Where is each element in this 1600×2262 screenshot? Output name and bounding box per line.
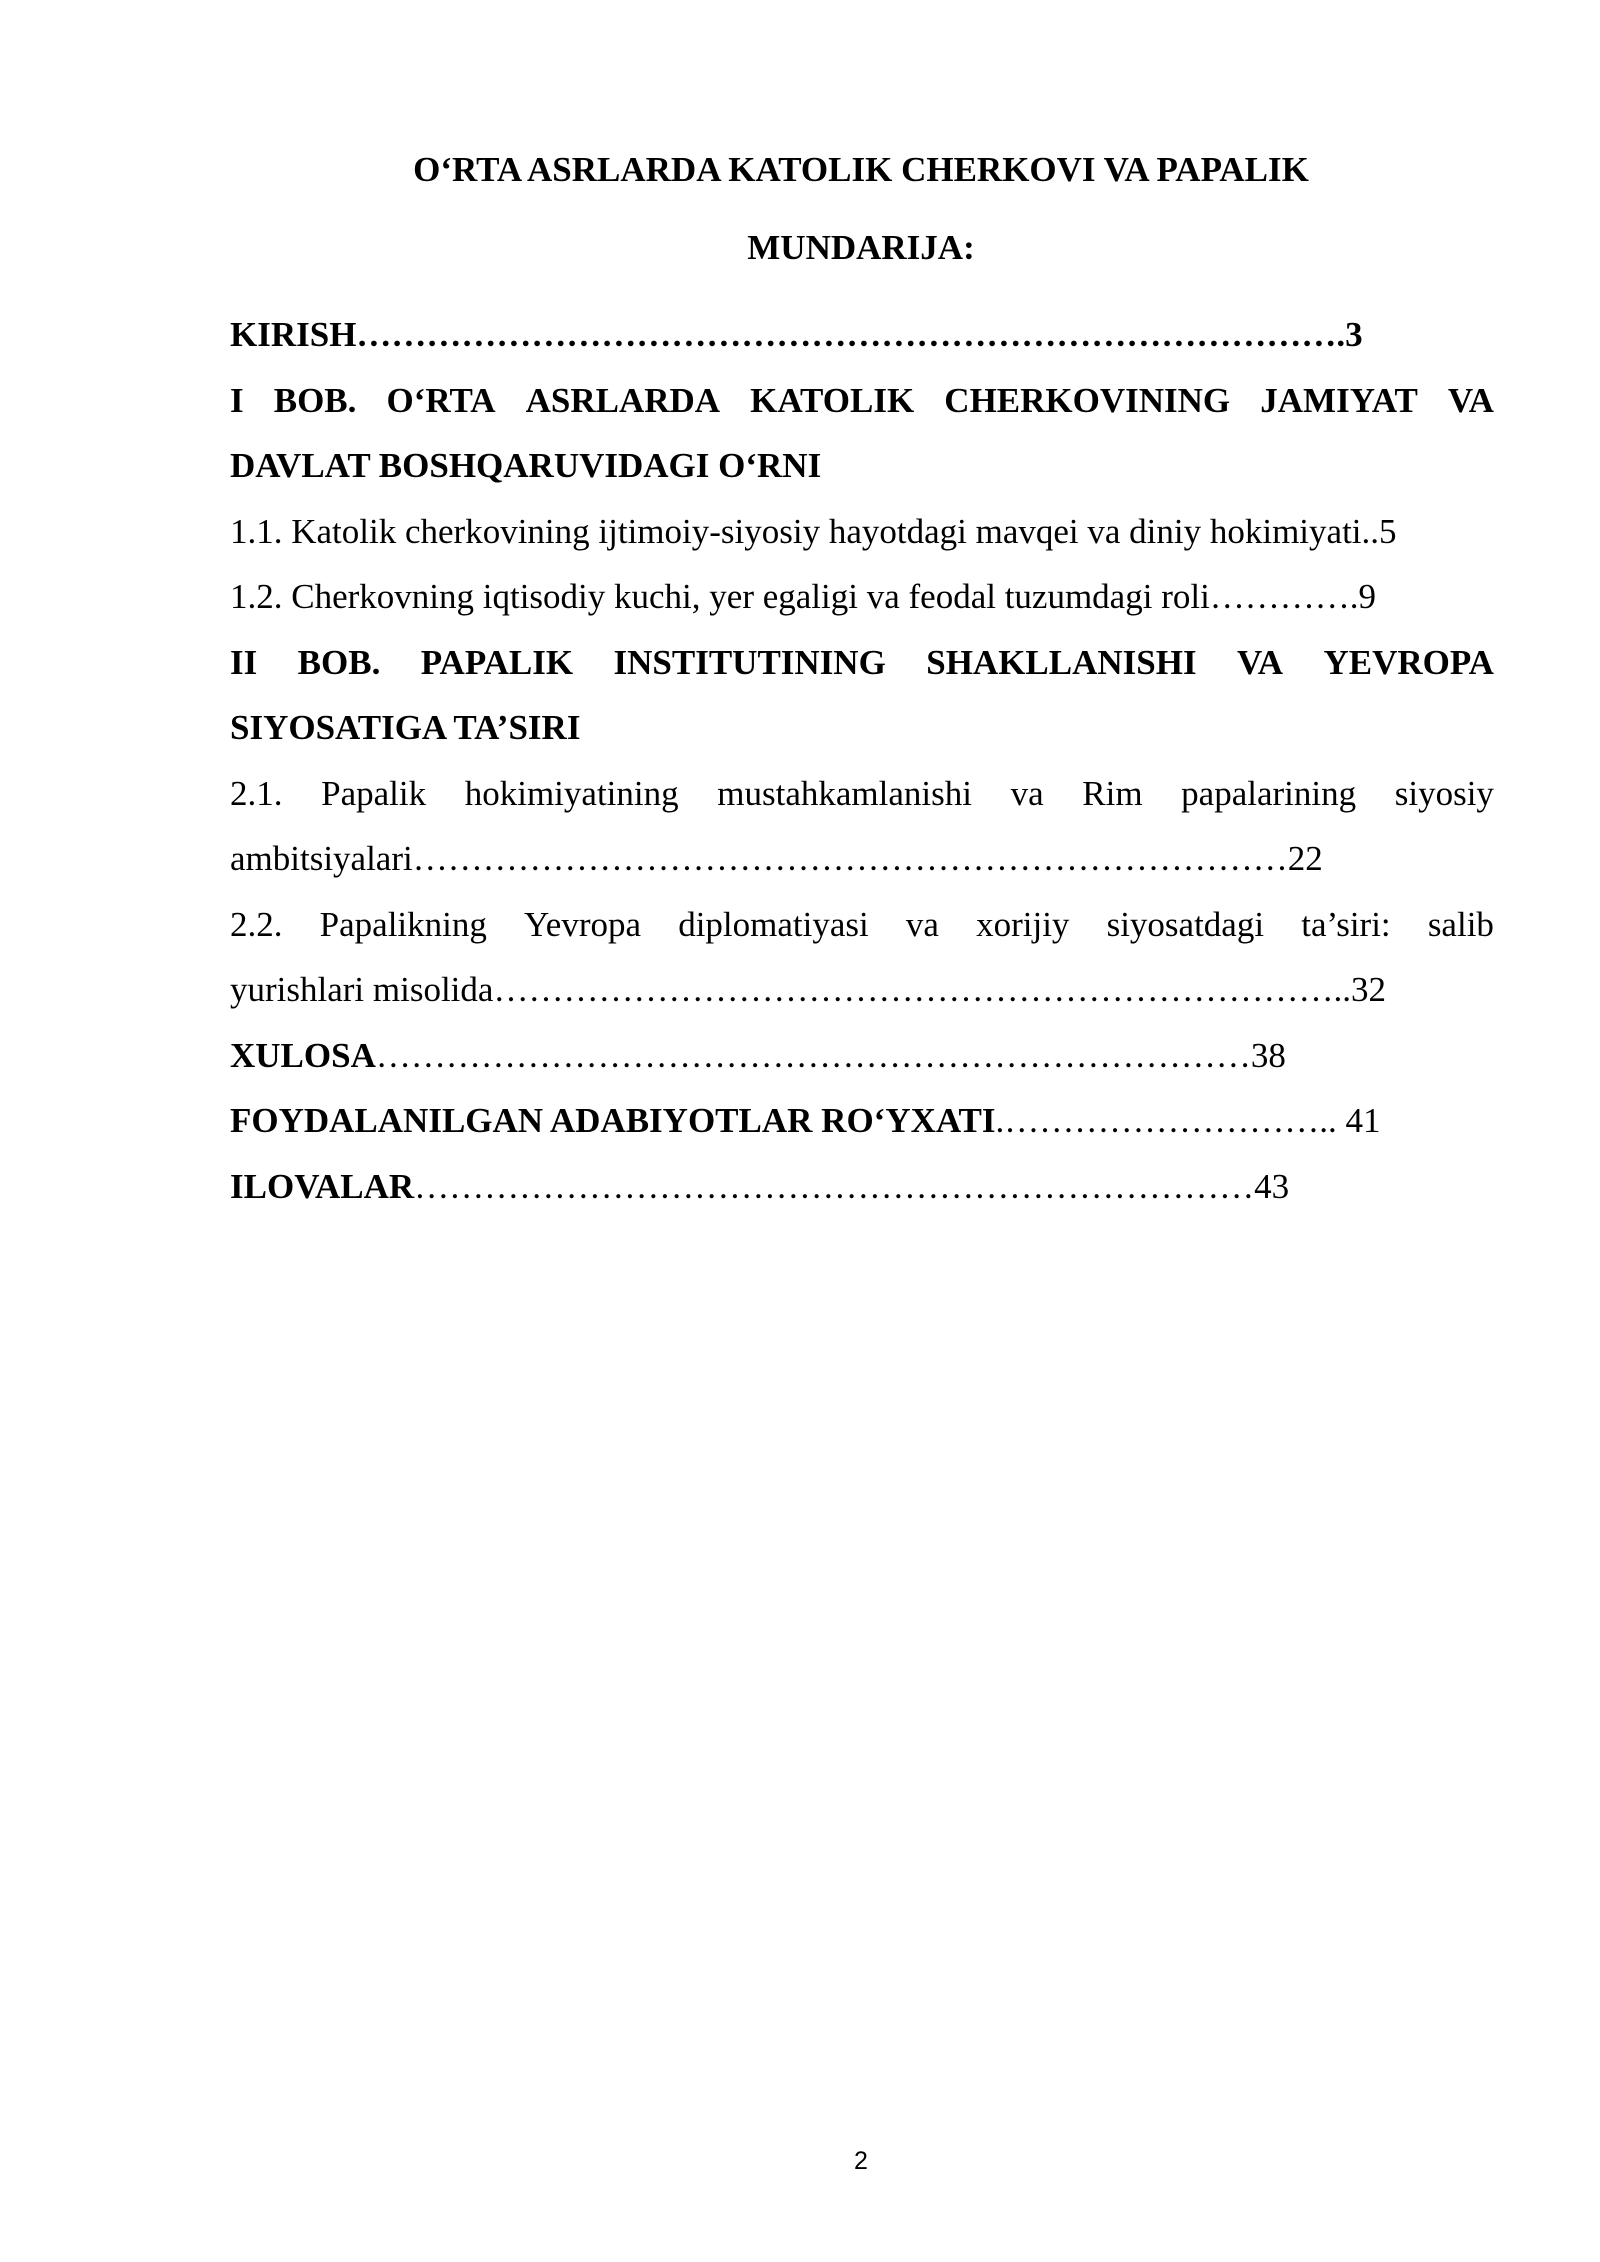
word: salib (1427, 904, 1494, 944)
toc-entry-xulosa[interactable] (230, 1023, 1494, 1089)
toc-entry-ilovalar-leader: ………………………………………………………………43 (414, 1166, 1290, 1206)
toc-chapter-1-line-2[interactable]: DAVLAT BOSHQARUVIDAGI O‘RNI (230, 446, 822, 485)
toc-section-2-2-line-1[interactable] (230, 892, 1494, 958)
word: I (230, 380, 244, 420)
word: CHERKOVINING (944, 380, 1231, 420)
toc-entry-adabiyotlar-label: FOYDALANILGAN ADABIYOTLAR RO‘YXATI (230, 1101, 996, 1140)
toc-section-1-2[interactable]: 1.2. Cherkovning iqtisodiy kuchi, yer egaligi va feodal tuzumdagi roli………….9 (230, 577, 1377, 616)
word: siyosiy (1394, 773, 1494, 813)
word: II (230, 642, 258, 682)
toc-chapter-1-line-1[interactable] (230, 368, 1494, 434)
toc-section-2-1-line-1[interactable] (230, 761, 1494, 827)
word: JAMIYAT (1260, 380, 1418, 420)
toc-entry-kirish[interactable] (230, 302, 1494, 368)
word: papalarining (1181, 773, 1357, 813)
word: BOB. (297, 642, 381, 682)
document-title: O‘RTA ASRLARDA KATOLIK CHERKOVI VA PAPALIK (413, 150, 1309, 189)
word: PAPALIK (420, 642, 574, 682)
word: va (905, 904, 939, 944)
word: SHAKLLANISHI (926, 642, 1197, 682)
word: Yevropa (524, 904, 642, 944)
word: O‘RTA (386, 380, 496, 420)
toc-section-2-1-line-2[interactable]: ambitsiyalari…………………………………………………………………22 (230, 839, 1323, 878)
word: mustahkamlanishi (717, 773, 972, 813)
page-number: 2 (854, 2147, 868, 2175)
word: 2.1. (230, 773, 283, 813)
word: ta’siri: (1301, 904, 1391, 944)
word: 2.2. (230, 904, 283, 944)
toc-entry-adabiyotlar[interactable] (230, 1088, 1494, 1154)
toc-entry-xulosa-leader: …………………………………………………………………38 (375, 1035, 1286, 1075)
word: VA (1237, 642, 1284, 682)
toc-entry-xulosa-label: XULOSA (230, 1035, 376, 1075)
word: KATOLIK (750, 380, 915, 420)
word: diplomatiyasi (678, 904, 869, 944)
word: va (1010, 773, 1044, 813)
word: xorijiy (976, 904, 1070, 944)
toc-entry-kirish-text: KIRISH………………………………………………………………………….3 (230, 315, 1363, 354)
word: BOB. (273, 380, 357, 420)
table-of-contents (230, 302, 1494, 1219)
toc-section-1-1[interactable]: 1.1. Katolik cherkovining ijtimoiy-siyosiy hayotdagi mavqei va diniy hokimiyati..5 (230, 511, 1397, 551)
toc-entry-ilovalar-label: ILOVALAR (230, 1166, 415, 1206)
toc-chapter-2-line-1[interactable] (230, 630, 1494, 696)
toc-heading: MUNDARIJA: (747, 228, 975, 267)
word: hokimiyatining (464, 773, 679, 813)
toc-entry-adabiyotlar-leader: .……………………….. 41 (995, 1101, 1381, 1140)
toc-entry-ilovalar[interactable] (230, 1154, 1494, 1220)
toc-section-2-2-line-2[interactable]: yurishlari misolida………………………………………………………………..32 (230, 970, 1386, 1009)
word: YEVROPA (1323, 642, 1494, 682)
word: siyosatdagi (1106, 904, 1265, 944)
word: Rim (1082, 773, 1143, 813)
toc-chapter-2-line-2[interactable]: SIYOSATIGA TA’SIRI (230, 708, 581, 747)
word: INSTITUTINING (613, 642, 886, 682)
word: Papalikning (319, 904, 487, 944)
word: VA (1447, 380, 1494, 420)
word: ASRLARDA (525, 380, 721, 420)
word: Papalik (321, 773, 427, 813)
